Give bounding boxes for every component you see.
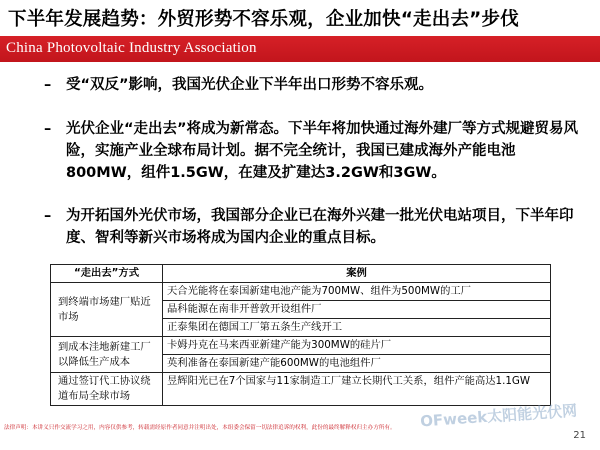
banner-text: China Photovoltaic Industry Association	[6, 40, 257, 56]
bullet-text: 受“双反”影响，我国光伏企业下半年出口形势不容乐观。	[66, 77, 434, 93]
table-row	[51, 373, 551, 406]
header-way: “走出去”方式	[51, 265, 163, 283]
header-case: 案例	[163, 265, 551, 283]
bullet-item	[44, 74, 584, 96]
way-cell: 通过签订代工协议绕道布局全球市场	[51, 373, 163, 406]
bullet-dash: –	[44, 77, 52, 93]
case-cell: 晶科能源在南非开普敦开设组件厂	[163, 301, 551, 319]
bullet-dash: –	[44, 208, 52, 224]
case-cell: 英利准备在泰国新建产能600MW的电池组件厂	[163, 355, 551, 373]
bullet-text: 为开拓国外光伏市场，我国部分企业已在海外兴建一批光伏电站项目，下半年印度、智利等新兴市场将成为国内企业的重点目标。	[66, 208, 574, 246]
cases-table-container	[50, 264, 550, 406]
case-cell: 卡姆丹克在马来西亚新建产能为300MW的硅片厂	[163, 337, 551, 355]
page-number: 21	[573, 430, 586, 441]
table-header-row	[51, 265, 551, 283]
case-cell: 昱辉阳光已在7个国家与11家制造工厂建立长期代工关系，组件产能高达1.1GW	[163, 373, 551, 406]
bullet-item	[44, 205, 584, 249]
watermark-logo: OFweek太阳能光伏网	[419, 401, 578, 431]
way-cell: 到终端市场建厂贴近市场	[51, 283, 163, 337]
case-cell: 正泰集团在德国工厂第五条生产线开工	[163, 319, 551, 337]
bullet-text: 光伏企业“走出去”将成为新常态。下半年将加快通过海外建厂等方式规避贸易风险，实施产业全球布局计划。据不完全统计，我国已建成海外产能电池800MW，组件1.5GW，在建及扩建达3.2GW和3GW。	[66, 121, 579, 181]
bullet-dash: –	[44, 121, 52, 137]
association-banner	[0, 36, 600, 62]
table-row	[51, 337, 551, 355]
case-cell: 天合光能将在泰国新建电池产能为700MW、组件为500MW的工厂	[163, 283, 551, 301]
bullet-item	[44, 118, 584, 184]
legal-notice: 法律声明：本讲义只作交流学习之用，内容仅供参考，转载需经原作者同意并注明出处，本组委会保留一切法律追诉的权利，此份的最终解释权归主办方所有。	[4, 425, 396, 431]
way-cell: 到成本洼地新建工厂以降低生产成本	[51, 337, 163, 373]
table-row	[51, 283, 551, 301]
slide-title: 下半年发展趋势：外贸形势不容乐观，企业加快“走出去”步伐	[8, 9, 519, 30]
cases-table	[50, 264, 551, 406]
